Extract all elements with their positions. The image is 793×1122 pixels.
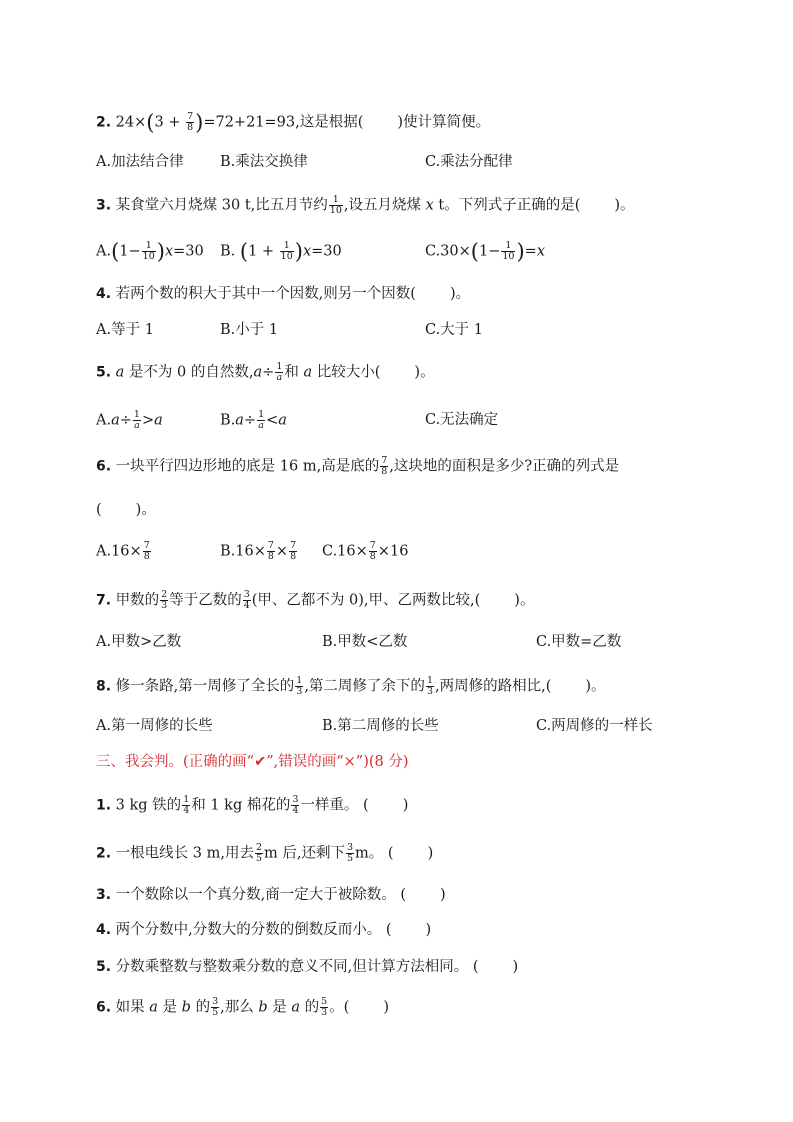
question-6: 6. 一块平行四边形地的底是 16 m,高是底的 $\frac{7}{8}$ ,这块地的面积是多少?正确的列式是 — [96, 455, 620, 477]
q8-option-a[interactable]: A.第一周修的长些 — [96, 718, 213, 734]
judgement-2: 2. 一根电线长 3 m,用去 $\frac{2}{5}$ m 后,还剩下 $\frac{3}{5}$ m。 ( ) — [96, 842, 434, 864]
question-3: 3. 某食堂六月烧煤 30 t,比五月节约 $\frac{1}{10}$ ,设五月烧煤 x t。下列式子正确的是( )。 — [96, 194, 635, 216]
q5-option-c[interactable]: C.无法确定 — [425, 412, 499, 428]
section-heading: 三、我会判。(正确的画“✔”,错误的画“×”)(8 分) — [96, 754, 409, 770]
q4-option-a[interactable]: A.等于 1 — [96, 322, 154, 338]
q2-option-b[interactable]: B.乘法交换律 — [220, 154, 308, 170]
question-5: 5. a 是不为 0 的自然数,a÷ $\frac{1}{a}$ 和 a 比较大小( )。 — [96, 361, 435, 383]
fraction: $\frac{1}{a}$ — [276, 361, 283, 383]
q8-option-b[interactable]: B.第二周修的长些 — [322, 718, 439, 734]
q6-option-c[interactable]: C.16× $\frac{7}{8}$ ×16 — [322, 540, 409, 562]
q3-option-b[interactable]: B. (1 + $\frac{1}{10}$ )x=30 — [220, 239, 342, 264]
q7-option-c[interactable]: C.甲数=乙数 — [536, 634, 622, 650]
q6-option-a[interactable]: A.16× $\frac{7}{8}$ — [96, 540, 150, 562]
q2-option-a[interactable]: A.加法结合律 — [96, 154, 184, 170]
question-8: 8. 修一条路,第一周修了全长的 $\frac{1}{3}$ ,第二周修了余下的 $\frac{1}{3}$ ,两周修的路相比,( )。 — [96, 675, 606, 697]
q5-option-a[interactable]: A.a÷ $\frac{1}{a}$ >a — [96, 409, 163, 431]
question-4: 4. 若两个数的积大于其中一个因数,则另一个因数( )。 — [96, 286, 471, 302]
question-number: 2. — [96, 114, 112, 131]
q4-option-b[interactable]: B.小于 1 — [220, 322, 279, 338]
q7-option-a[interactable]: A.甲数>乙数 — [96, 634, 182, 650]
q3-option-a[interactable]: A.(1− $\frac{1}{10}$ )x=30 — [96, 239, 204, 264]
judgement-5: 5. 分数乘整数与整数乘分数的意义不同,但计算方法相同。 ( ) — [96, 959, 519, 975]
q6-option-b[interactable]: B.16× $\frac{7}{8}$ × $\frac{7}{8}$ — [220, 540, 297, 562]
judgement-3: 3. 一个数除以一个真分数,商一定大于被除数。 ( ) — [96, 887, 446, 903]
fraction: $\frac{1}{10}$ — [329, 194, 342, 216]
question-7: 7. 甲数的 $\frac{2}{3}$ 等于乙数的 $\frac{3}{4}$ (甲、乙都不为 0),甲、乙两数比较,( )。 — [96, 589, 535, 611]
q2-option-c[interactable]: C.乘法分配律 — [425, 154, 513, 170]
q3-option-c[interactable]: C.30×(1− $\frac{1}{10}$ )=x — [425, 239, 546, 264]
fraction: $\frac{7}{8}$ — [381, 455, 388, 477]
question-6-line2: ( )。 — [96, 502, 156, 518]
judgement-4: 4. 两个分数中,分数大的分数的倒数反而小。 ( ) — [96, 922, 432, 938]
question-2: 2. 24×(3 + $\frac{7}{8}$ )=72+21=93,这是根据( )使计算简便。 — [96, 110, 491, 135]
fraction: $\frac{7}{8}$ — [187, 111, 194, 133]
q5-option-b[interactable]: B.a÷ $\frac{1}{a}$ <a — [220, 409, 287, 431]
q4-option-c[interactable]: C.大于 1 — [425, 322, 484, 338]
q8-option-c[interactable]: C.两周修的一样长 — [536, 718, 653, 734]
judgement-6: 6. 如果 a 是 b 的 $\frac{3}{5}$ ,那么 b 是 a 的 $\frac{5}{3}$ 。( ) — [96, 996, 389, 1018]
q7-option-b[interactable]: B.甲数<乙数 — [322, 634, 408, 650]
judgement-1: 1. 3 kg 铁的 $\frac{1}{4}$ 和 1 kg 棉花的 $\frac{3}{4}$ 一样重。 ( ) — [96, 794, 409, 816]
